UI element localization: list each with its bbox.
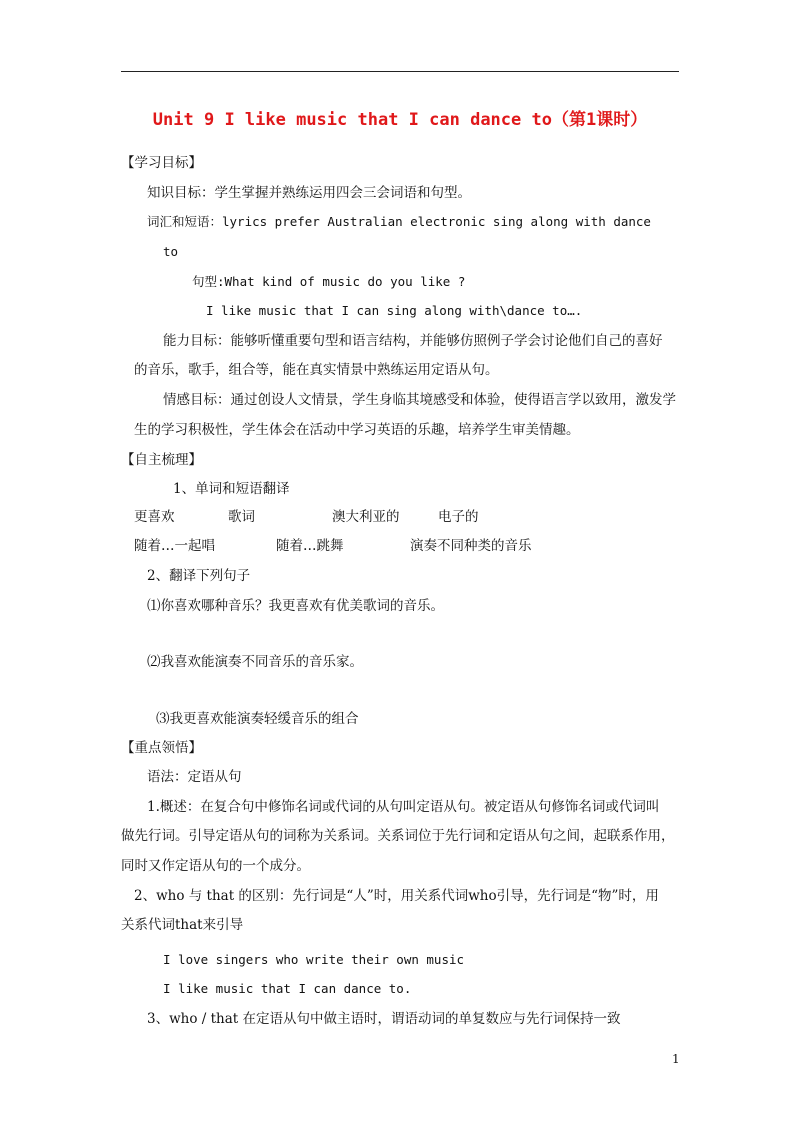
vocab-item: 更喜欢 [134,509,175,525]
ability-goal-line: 能力目标：能够听懂重要句型和语言结构，并能够仿照例子学会讨论他们自己的喜好 [163,333,663,349]
translation-task-2: 2、翻译下列句子 [147,568,251,584]
page-title: Unit 9 I like music that I can dance to（第1课时） [152,110,648,130]
page-number: 1 [672,1052,680,1066]
vocab-item: 演奏不同种类的音乐 [410,538,532,554]
vocabulary-line: 词汇和短语：lyrics prefer Australian electronic sing along with dance [147,214,651,229]
who-that-difference-line-cont: 关系代词that来引导 [121,917,244,933]
knowledge-goal-line: 知识目标：学生掌握并熟练运用四会三会词语和句型。 [147,185,471,201]
overview-line-cont: 做先行词。引导定语从句的词称为关系词。关系词位于先行词和定语从句之间，起联系作用， [121,828,675,844]
vocab-item: 随着…跳舞 [276,538,344,554]
sentence-pattern-line: 句型:What kind of music do you like ? [192,274,466,289]
section-heading-key-points: 【重点领悟】 [121,740,202,756]
translation-task-1: 1、单词和短语翻译 [173,481,290,497]
header-rule [121,71,679,72]
translation-sentence-2: ⑵我喜欢能演奏不同音乐的音乐家。 [147,654,363,670]
section-heading-review: 【自主梳理】 [121,452,202,468]
sentence-pattern-example: I like music that I can sing along with\dance to…. [206,303,583,318]
vocab-item: 歌词 [228,509,255,525]
ability-goal-line-cont: 的音乐，歌手，组合等，能在真实情景中熟练运用定语从句。 [134,362,499,378]
vocabulary-line-cont: to [163,244,179,259]
vocab-item: 随着…一起唱 [134,538,215,554]
emotion-goal-line: 情感目标：通过创设人文情景，学生身临其境感受和体验，使得语言学以致用，激发学 [163,392,676,408]
vocab-item: 澳大利亚的 [332,509,400,525]
vocab-item: 电子的 [438,509,479,525]
who-that-difference-line: 2、who 与 that 的区别：先行词是“人”时，用关系代词who引导，先行词是“物”时，用 [134,888,659,904]
overview-line: 1.概述：在复合句中修饰名词或代词的从句叫定语从句。被定语从句修饰名词或代词叫 [147,799,660,815]
grammar-topic: 语法：定语从句 [147,769,242,785]
agreement-rule-line: 3、who / that 在定语从句中做主语时，谓语动词的单复数应与先行词保持一致 [147,1011,621,1027]
section-heading-objectives: 【学习目标】 [121,155,202,171]
emotion-goal-line-cont: 生的学习积极性，学生体会在活动中学习英语的乐趣，培养学生审美情趣。 [134,422,580,438]
translation-sentence-3: ⑶我更喜欢能演奏轻缓音乐的组合 [156,711,359,727]
translation-sentence-1: ⑴你喜欢哪种音乐？我更喜欢有优美歌词的音乐。 [147,598,444,614]
example-sentence: I like music that I can dance to. [163,981,412,996]
overview-line-cont: 同时又作定语从句的一个成分。 [121,858,310,874]
example-sentence: I love singers who write their own music [163,952,465,967]
